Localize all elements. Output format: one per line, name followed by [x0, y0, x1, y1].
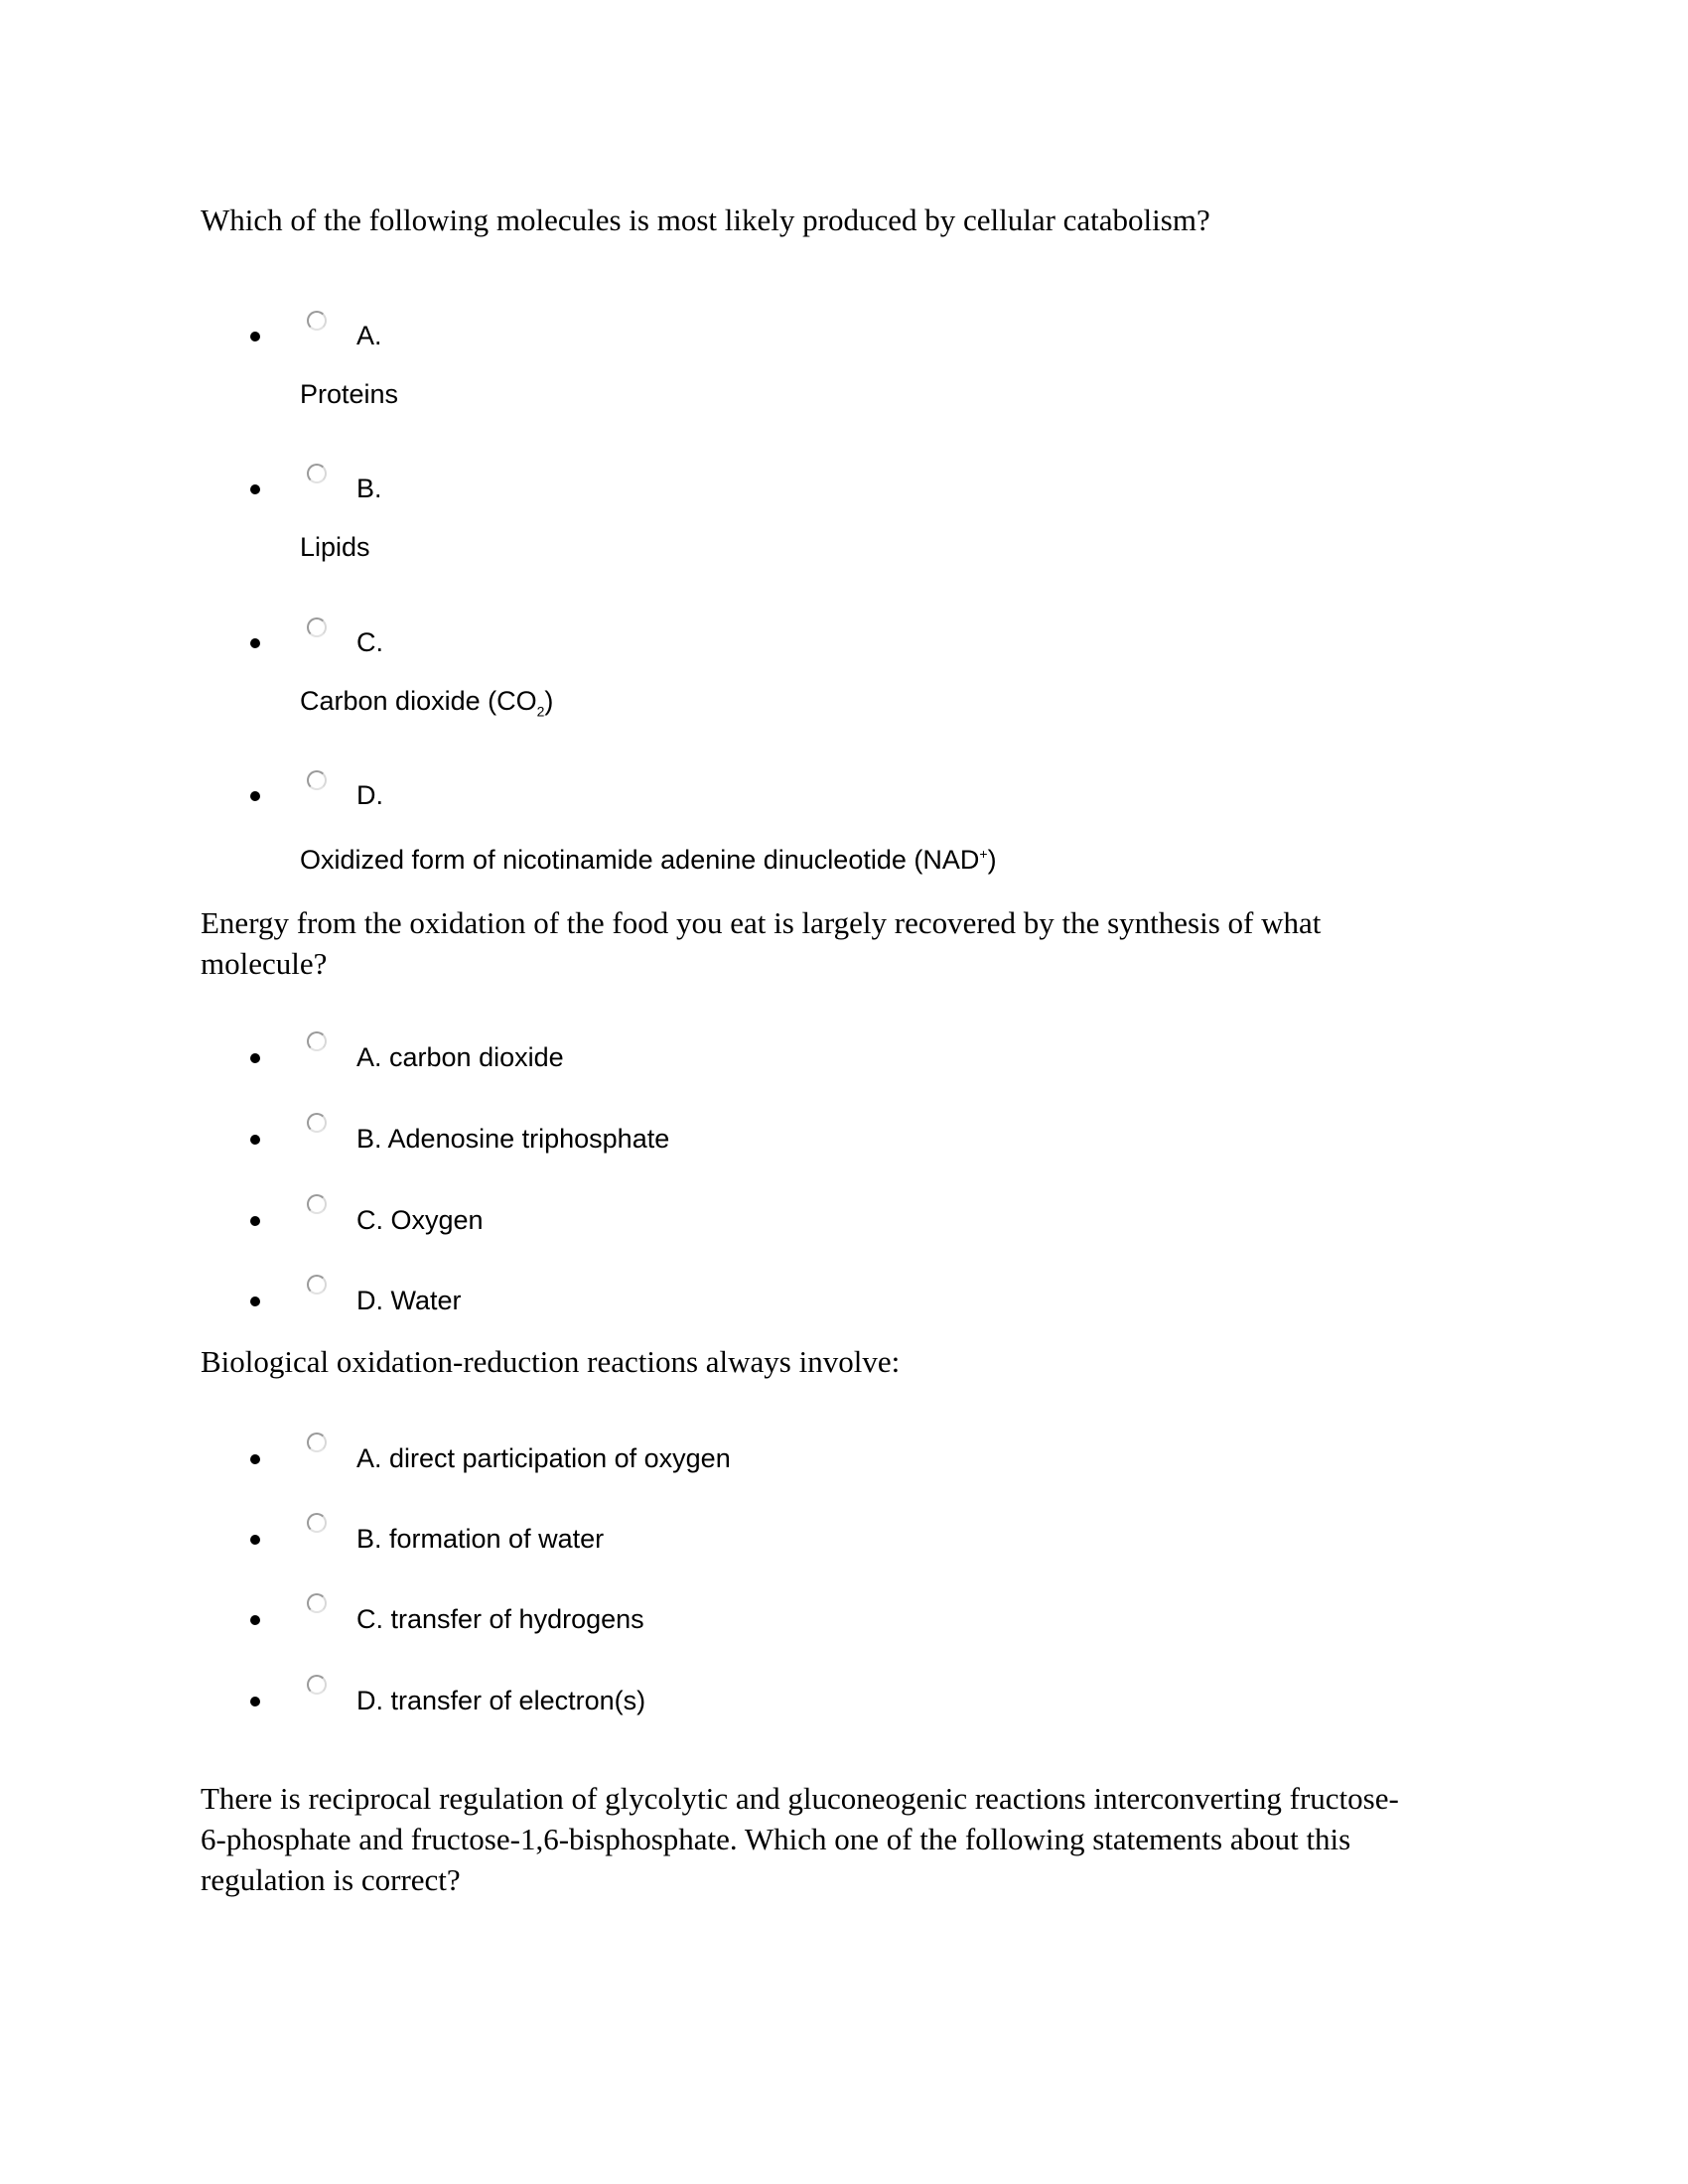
option-letter: B. — [356, 474, 382, 503]
radio-q2-c[interactable] — [307, 1194, 327, 1214]
bullet — [250, 1135, 260, 1145]
question-line: 6-phosphate and fructose-1,6-bisphosphate. Which one of the following statements about this — [201, 1822, 1351, 1856]
question-line: Energy from the oxidation of the food you eat is largely recovered by the synthesis of what — [201, 905, 1322, 940]
radio-q2-d[interactable] — [307, 1275, 327, 1295]
bullet — [250, 484, 260, 494]
question-line: molecule? — [201, 946, 328, 981]
option-text: B. formation of water — [356, 1524, 605, 1554]
option-text: A. carbon dioxide — [356, 1042, 564, 1072]
bullet — [250, 1615, 260, 1625]
option-text: C. Oxygen — [356, 1205, 484, 1235]
radio-q3-a[interactable] — [307, 1433, 327, 1452]
radio-q3-c[interactable] — [307, 1593, 327, 1613]
bullet — [250, 1216, 260, 1226]
question-4-text — [201, 1778, 1511, 1900]
superscript: + — [979, 846, 988, 862]
option-text-end: ) — [544, 686, 554, 716]
bullet — [250, 791, 260, 801]
option-letter: A. — [356, 321, 382, 350]
option-text: B. Adenosine triphosphate — [356, 1124, 670, 1154]
option-text — [300, 685, 553, 727]
option-text: C. transfer of hydrogens — [356, 1604, 644, 1634]
bullet — [250, 332, 260, 341]
option-letter: C. — [356, 627, 383, 657]
question-3-text: Biological oxidation-reduction reactions always involve: — [201, 1344, 901, 1379]
option-text: Lipids — [300, 532, 370, 562]
question-line: There is reciprocal regulation of glycolytic and gluconeogenic reactions interconverting fructose- — [201, 1781, 1399, 1816]
bullet — [250, 1697, 260, 1706]
question-line: regulation is correct? — [201, 1862, 461, 1897]
radio-q1-c[interactable] — [307, 617, 327, 637]
option-letter: D. — [356, 780, 383, 810]
bullet — [250, 1454, 260, 1464]
radio-q2-a[interactable] — [307, 1031, 327, 1051]
option-text: Proteins — [300, 379, 399, 409]
subscript: 2 — [536, 703, 545, 720]
radio-q1-b[interactable] — [307, 464, 327, 483]
question-2-text — [201, 902, 1511, 984]
bullet — [250, 1297, 260, 1306]
question-1-text: Which of the following molecules is most likely produced by cellular catabolism? — [201, 203, 1210, 237]
option-text-main: Oxidized form of nicotinamide adenine dinucleotide (NAD — [300, 845, 980, 875]
radio-q1-d[interactable] — [307, 770, 327, 790]
option-text: A. direct participation of oxygen — [356, 1443, 731, 1473]
bullet — [250, 638, 260, 648]
option-text-end: ) — [987, 845, 997, 875]
radio-q2-b[interactable] — [307, 1113, 327, 1133]
bullet — [250, 1535, 260, 1545]
option-text-main: Carbon dioxide (CO — [300, 686, 537, 716]
radio-q3-b[interactable] — [307, 1513, 327, 1533]
radio-q1-a[interactable] — [307, 311, 327, 331]
option-text: D. Water — [356, 1286, 462, 1315]
option-text: D. transfer of electron(s) — [356, 1686, 646, 1715]
radio-q3-d[interactable] — [307, 1675, 327, 1695]
option-text — [300, 838, 997, 876]
bullet — [250, 1053, 260, 1063]
